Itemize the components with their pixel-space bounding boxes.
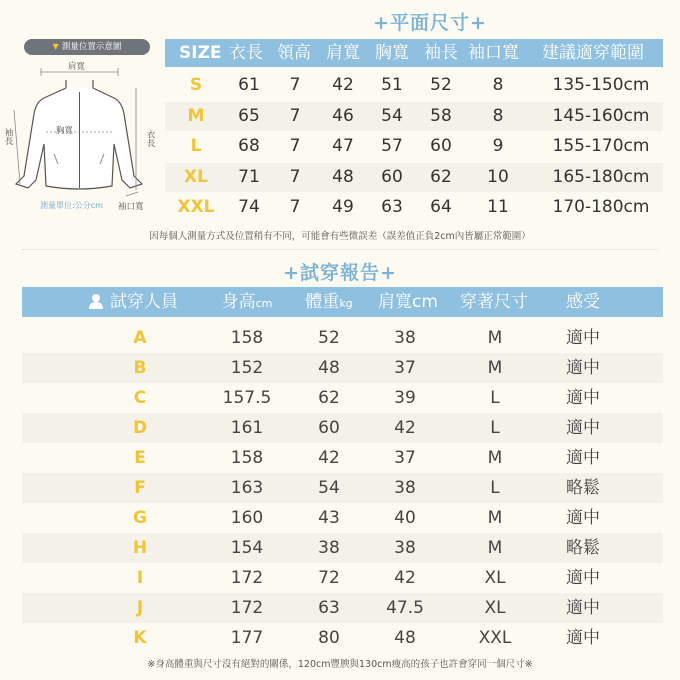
try-cell-size: M <box>487 508 503 528</box>
size-header-collar: 領高 <box>277 43 311 63</box>
size-note: 因每個人測量方式及位置稍有不同，可能會有些微誤差（誤差值正負2cm內皆屬正常範圍） <box>149 231 531 242</box>
size-cell-size: M <box>187 105 205 126</box>
size-cell-sleeve: 62 <box>430 166 452 187</box>
try-table-header <box>22 287 663 317</box>
try-cell-size: XL <box>484 568 506 588</box>
try-cell-height: 154 <box>230 538 264 558</box>
try-cell-size: XXL <box>478 628 512 648</box>
try-cell-size: M <box>487 448 503 468</box>
try-cell-weight: 43 <box>318 508 340 528</box>
try-header-size: 穿著尺寸 <box>460 292 528 312</box>
size-cell-shoulder: 42 <box>332 75 354 95</box>
try-header-shoulder-unit: cm <box>412 292 438 312</box>
size-cell-shoulder: 48 <box>332 166 354 187</box>
try-cell-height: 158 <box>230 328 264 348</box>
try-cell-weight: 38 <box>318 538 340 558</box>
size-cell-size: XXL <box>177 197 215 217</box>
try-cell-height: 161 <box>230 418 264 438</box>
try-cell-feel: 適中 <box>566 388 600 408</box>
size-cell-length: 68 <box>238 136 260 156</box>
try-cell-weight: 54 <box>318 478 340 498</box>
size-header-sleeve: 袖長 <box>424 43 458 63</box>
triangle-down-icon: ▼ <box>52 42 59 51</box>
try-cell-name: A <box>133 328 147 348</box>
try-header-height-unit: cm <box>255 297 273 310</box>
try-cell-size: L <box>490 388 500 408</box>
diagram-label-shoulder: 肩寬 <box>68 62 86 72</box>
size-cell-sleeve: 64 <box>430 197 452 217</box>
try-header-person: 試穿人員 <box>110 292 178 312</box>
try-cell-shoulder: 48 <box>394 628 416 648</box>
size-cell-size: S <box>189 75 203 95</box>
try-note: ※身高體重與尺寸沒有絕對的關係，120cm豐腴與130cm瘦高的孩子也許會穿同一個尺寸※ <box>147 659 533 670</box>
diagram-label-chest: 胸寬 <box>56 126 74 136</box>
try-cell-size: L <box>490 418 500 438</box>
try-cell-feel: 適中 <box>566 418 600 438</box>
try-cell-weight: 52 <box>318 328 340 348</box>
size-section-title: +平面尺寸+ <box>373 12 487 34</box>
size-cell-cuff: 9 <box>492 136 504 156</box>
try-cell-weight: 48 <box>318 358 340 378</box>
try-cell-shoulder: 37 <box>394 358 416 378</box>
size-cell-shoulder: 46 <box>332 105 354 126</box>
size-cell-sleeve: 58 <box>430 105 452 126</box>
diagram-badge <box>24 39 150 55</box>
size-cell-chest: 63 <box>381 197 403 217</box>
try-header-height: 身高 <box>221 292 256 312</box>
try-cell-feel: 略鬆 <box>566 538 600 558</box>
size-cell-cuff: 8 <box>492 75 504 95</box>
try-cell-weight: 72 <box>318 568 340 588</box>
try-table-row <box>22 533 663 563</box>
size-header-length: 衣長 <box>229 43 263 63</box>
size-cell-chest: 57 <box>381 136 403 156</box>
size-cell-collar: 7 <box>289 75 301 95</box>
try-header-weight-cell <box>284 287 374 319</box>
try-cell-weight: 42 <box>318 448 340 468</box>
try-cell-weight: 60 <box>318 418 340 438</box>
try-cell-name: J <box>136 598 144 618</box>
try-cell-height: 172 <box>230 568 264 588</box>
size-cell-collar: 7 <box>289 166 301 187</box>
size-cell-chest: 60 <box>381 166 403 187</box>
try-cell-height: 177 <box>230 628 264 648</box>
try-header-height-cell <box>202 287 292 319</box>
try-cell-size: M <box>487 538 503 558</box>
try-cell-shoulder: 47.5 <box>386 598 424 618</box>
size-cell-range: 165-180cm <box>552 166 650 187</box>
size-cell-shoulder: 47 <box>332 136 354 156</box>
diagram-unit-label: 測量單位:公分cm <box>40 201 103 210</box>
try-header-shoulder: 肩寬 <box>378 292 413 312</box>
try-table-row <box>22 353 663 383</box>
size-table-row <box>165 102 663 131</box>
try-cell-height: 163 <box>230 478 264 498</box>
try-cell-size: L <box>490 478 500 498</box>
try-cell-name: B <box>133 358 147 378</box>
try-table-row <box>22 443 663 473</box>
diagram-badge-label: 測量位置示意圖 <box>61 42 122 52</box>
size-cell-range: 145-160cm <box>552 105 650 126</box>
size-cell-cuff: 10 <box>487 166 509 187</box>
try-cell-size: M <box>487 358 503 378</box>
size-cell-range: 155-170cm <box>552 136 650 156</box>
try-cell-height: 157.5 <box>222 388 272 408</box>
try-table-row <box>22 623 663 653</box>
try-cell-name: D <box>132 418 148 438</box>
size-cell-sleeve: 52 <box>430 75 452 95</box>
size-cell-shoulder: 49 <box>332 197 354 217</box>
try-cell-shoulder: 42 <box>394 568 416 588</box>
size-table-row <box>165 71 663 100</box>
size-cell-length: 71 <box>238 166 260 187</box>
try-cell-weight: 62 <box>318 388 340 408</box>
size-cell-length: 65 <box>238 105 260 126</box>
size-cell-length: 61 <box>238 75 260 95</box>
person-icon <box>88 293 104 309</box>
try-header-person-cell <box>88 287 206 317</box>
try-cell-shoulder: 38 <box>394 328 416 348</box>
size-header-shoulder: 肩寬 <box>326 43 360 63</box>
size-cell-chest: 51 <box>381 75 403 95</box>
size-cell-collar: 7 <box>289 105 301 126</box>
try-cell-height: 152 <box>230 358 264 378</box>
size-header-range: 建議適穿範圍 <box>542 43 644 63</box>
size-cell-sleeve: 60 <box>430 136 452 156</box>
try-cell-shoulder: 38 <box>394 538 416 558</box>
try-cell-name: H <box>132 538 148 558</box>
try-cell-shoulder: 38 <box>394 478 416 498</box>
try-cell-shoulder: 40 <box>394 508 416 528</box>
try-header-feel: 感受 <box>566 292 600 312</box>
try-cell-name: E <box>134 448 146 468</box>
size-table-header <box>165 39 663 67</box>
size-header-cuff: 袖口寬 <box>468 43 519 63</box>
try-table-row <box>22 323 663 353</box>
size-cell-collar: 7 <box>289 136 301 156</box>
size-cell-length: 74 <box>238 197 260 217</box>
try-cell-feel: 適中 <box>566 628 600 648</box>
size-cell-collar: 7 <box>289 197 301 217</box>
diagram-label-cuff: 袖口寬 <box>118 202 144 212</box>
try-table-row <box>22 503 663 533</box>
try-table-row <box>22 383 663 413</box>
try-cell-feel: 適中 <box>566 358 600 378</box>
try-cell-size: XL <box>484 598 506 618</box>
try-cell-height: 158 <box>230 448 264 468</box>
try-cell-shoulder: 37 <box>394 448 416 468</box>
try-cell-feel: 略鬆 <box>566 478 600 498</box>
try-header-weight-unit: kg <box>339 297 353 310</box>
size-cell-size: XL <box>184 166 208 187</box>
try-cell-weight: 63 <box>318 598 340 618</box>
try-cell-height: 172 <box>230 598 264 618</box>
try-cell-height: 160 <box>230 508 264 528</box>
try-section-title: +試穿報告+ <box>283 262 397 284</box>
size-cell-range: 170-180cm <box>552 197 650 217</box>
try-cell-name: K <box>133 628 147 648</box>
try-cell-feel: 適中 <box>566 448 600 468</box>
try-cell-shoulder: 39 <box>394 388 416 408</box>
try-cell-feel: 適中 <box>566 328 600 348</box>
size-header-size: SIZE <box>179 43 222 63</box>
diagram-label-length: 衣長 <box>145 130 155 147</box>
size-table-row <box>165 193 663 222</box>
size-table-row <box>165 163 663 192</box>
size-header-chest: 胸寬 <box>375 43 409 63</box>
try-cell-name: G <box>133 508 147 528</box>
try-cell-name: C <box>133 388 147 408</box>
try-cell-name: F <box>134 478 146 498</box>
size-cell-cuff: 8 <box>492 105 504 126</box>
try-header-shoulder-cell <box>362 287 454 317</box>
try-cell-weight: 80 <box>318 628 340 648</box>
try-header-weight: 體重 <box>305 292 340 312</box>
size-table-row <box>165 132 663 161</box>
try-table-row <box>22 473 663 503</box>
size-cell-size: L <box>190 136 202 156</box>
diagram-label-sleeve: 袖長 <box>3 128 13 145</box>
try-table-row <box>22 413 663 443</box>
size-cell-cuff: 11 <box>487 197 509 217</box>
section-divider <box>22 249 658 250</box>
jacket-icon <box>6 58 156 208</box>
try-table-row <box>22 563 663 593</box>
try-cell-feel: 適中 <box>566 568 600 588</box>
size-cell-range: 135-150cm <box>552 75 650 95</box>
try-cell-name: I <box>136 568 144 588</box>
try-cell-feel: 適中 <box>566 598 600 618</box>
try-cell-size: M <box>487 328 503 348</box>
size-cell-chest: 54 <box>381 105 403 126</box>
try-cell-feel: 適中 <box>566 508 600 528</box>
try-table-row <box>22 593 663 623</box>
try-cell-shoulder: 42 <box>394 418 416 438</box>
